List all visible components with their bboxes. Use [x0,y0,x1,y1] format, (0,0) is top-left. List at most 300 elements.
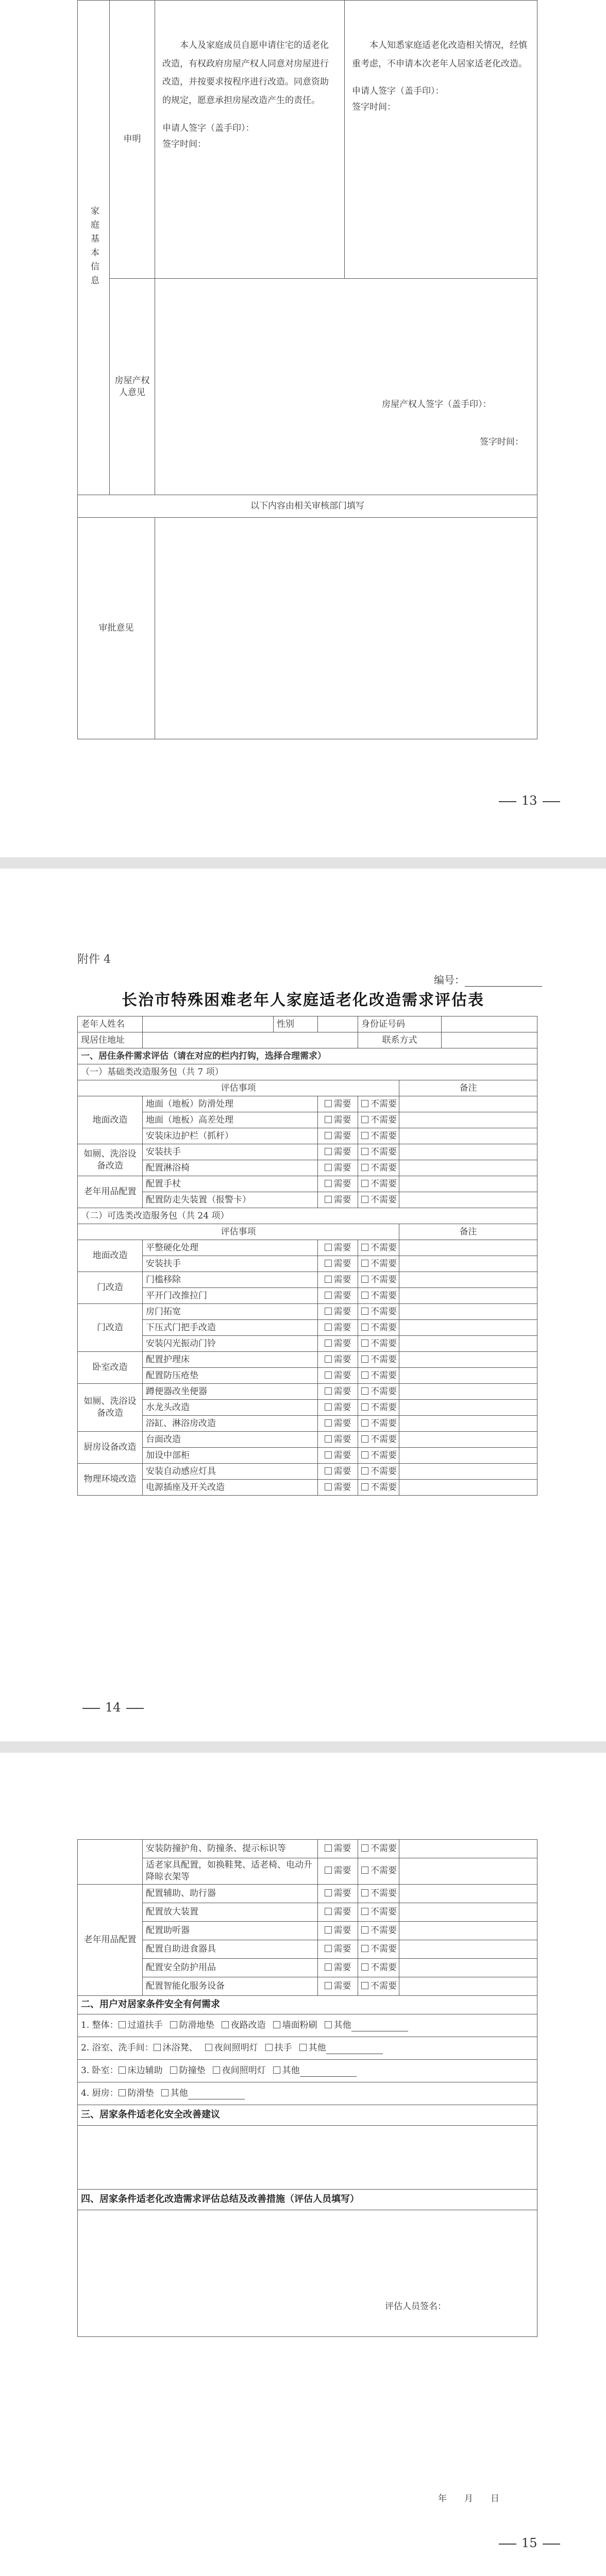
note-cell[interactable] [399,1940,537,1958]
question-kitchen: 4. 厨房： 防滑垫 其他 [78,2082,537,2105]
item-cell: 适老家具配置，如换鞋凳、适老椅、电动升降晾衣架等 [143,1858,318,1885]
table-row [78,1272,537,1288]
note-cell[interactable] [399,1176,537,1192]
need-checkbox[interactable]: 需要 [318,1958,358,1977]
need-checkbox[interactable]: 需要 [318,1096,358,1112]
need-checkbox[interactable]: 需要 [318,1240,358,1256]
checkbox-icon[interactable] [119,2021,126,2028]
category-cell [78,1840,143,1885]
no-need-checkbox[interactable]: 不需要 [358,1176,399,1192]
checkbox-icon[interactable] [325,1419,332,1427]
checkbox-icon[interactable] [325,1451,332,1459]
checkbox-icon[interactable] [325,1963,332,1971]
item-cell: 配置智能化服务设备 [143,1977,318,1995]
checkbox-icon[interactable] [361,1324,368,1331]
item-cell: 电源插座及开关改造 [143,1480,318,1496]
col-note-header: 备注 [399,1080,537,1096]
checkbox-icon[interactable] [325,1196,332,1203]
checkbox-icon[interactable] [205,2044,212,2051]
need-checkbox[interactable]: 需要 [318,1176,358,1192]
need-checkbox[interactable]: 需要 [318,1256,358,1272]
no-need-checkbox[interactable]: 不需要 [358,1884,399,1903]
owner-opinion-cell: 房屋产权人签字（盖手印）： 签字时间： [155,279,537,495]
checkbox-icon[interactable] [361,1308,368,1315]
no-need-checkbox[interactable]: 不需要 [358,1448,399,1464]
note-cell[interactable] [399,1921,537,1940]
item-cell: 配置防走失装置（报警卡） [143,1192,318,1208]
checkbox-icon[interactable] [273,2021,280,2028]
no-need-checkbox[interactable]: 不需要 [358,1958,399,1977]
section3-heading: 三、居家条件适老化安全改善建议 [78,2105,537,2125]
need-checkbox[interactable]: 需要 [318,1416,358,1432]
need-checkbox[interactable]: 需要 [318,1840,358,1858]
category-cell: 厨房设备改造 [78,1432,143,1464]
table-row [78,1884,537,1903]
need-checkbox[interactable]: 需要 [318,1144,358,1160]
checkbox-icon[interactable] [325,1483,332,1490]
table-row [78,1958,537,1977]
checkbox-icon[interactable] [325,1308,332,1315]
table-row [78,1240,537,1256]
no-need-checkbox[interactable]: 不需要 [358,1400,399,1416]
need-checkbox[interactable]: 需要 [318,1858,358,1885]
contact-field[interactable] [442,1032,537,1048]
no-need-checkbox[interactable]: 不需要 [358,1432,399,1448]
checkbox-icon[interactable] [361,1945,368,1952]
checkbox-icon[interactable] [325,1387,332,1395]
page-number-15: 15 [494,2536,565,2550]
basic-pack-heading: （一）基础类改造服务包（共 7 项） [78,1064,537,1080]
need-checkbox[interactable]: 需要 [318,1304,358,1320]
section2-heading: 二、用户对居家条件安全有何需求 [78,1995,537,2014]
need-checkbox[interactable]: 需要 [318,1192,358,1208]
checkbox-icon[interactable] [361,1132,368,1139]
need-checkbox[interactable]: 需要 [318,1128,358,1144]
review-note: 以下内容由相关审核部门填写 [78,495,537,518]
checkbox-icon[interactable] [325,1132,332,1139]
no-need-checkbox[interactable]: 不需要 [358,1272,399,1288]
no-need-checkbox[interactable]: 不需要 [358,1112,399,1128]
checkbox-icon[interactable] [361,1844,368,1852]
checkbox-icon[interactable] [325,1164,332,1171]
other-option[interactable]: 其他 [273,2065,357,2076]
checkbox-icon[interactable] [361,1926,368,1934]
no-need-checkbox[interactable]: 不需要 [358,1464,399,1480]
checkbox-icon[interactable] [361,1116,368,1123]
note-cell[interactable] [399,1903,537,1921]
table-row [78,1921,537,1940]
item-cell: 配置手杖 [143,1176,318,1192]
gender-field[interactable] [318,1016,358,1032]
page-number-13: 13 [494,793,565,808]
note-cell[interactable] [399,1128,537,1144]
review-opinion-cell [155,518,537,739]
need-checkbox[interactable]: 需要 [318,1884,358,1903]
note-cell[interactable] [399,1432,537,1448]
applicant-declaration-table [77,0,537,739]
other-input[interactable] [188,2092,245,2099]
checkbox-icon[interactable] [325,1926,332,1934]
item-cell: 安装闪光振动门铃 [143,1336,318,1352]
col-item-header-2: 评估事项 [78,1224,399,1240]
note-cell[interactable] [399,1112,537,1128]
checkbox-icon[interactable] [325,1260,332,1267]
checkbox-icon[interactable] [361,1180,368,1187]
table-row [78,1160,537,1176]
checkbox-icon[interactable] [361,1371,368,1379]
evaluation-date: 年 月 日 [438,2494,499,2504]
checkbox-icon[interactable] [325,1982,332,1989]
item-cell: 地面（地板）高差处理 [143,1112,318,1128]
col-note-header-2: 备注 [399,1224,537,1240]
table-row [78,1368,537,1384]
item-cell: 平整硬化处理 [143,1240,318,1256]
no-need-checkbox[interactable]: 不需要 [358,1840,399,1858]
note-cell[interactable] [399,1858,537,1885]
item-cell: 安装扶手 [143,1144,318,1160]
option-checkbox[interactable]: 夜间照明灯 [205,2043,258,2053]
item-cell: 水龙头改造 [143,1400,318,1416]
checkbox-icon[interactable] [325,1116,332,1123]
table-row [78,1144,537,1160]
category-cell: 地面改造 [78,1096,143,1144]
item-cell: 加设中部柜 [143,1448,318,1464]
other-option[interactable]: 其他 [325,2020,408,2030]
owner-opinion-label: 房屋产权人意见 [110,279,155,495]
note-cell[interactable] [399,1320,537,1336]
no-need-checkbox[interactable]: 不需要 [358,1858,399,1885]
note-cell[interactable] [399,1416,537,1432]
note-cell[interactable] [399,1288,537,1304]
checkbox-icon[interactable] [361,1419,368,1427]
attachment-label-4: 附件 4 [77,953,111,966]
need-checkbox[interactable]: 需要 [318,1112,358,1128]
no-need-checkbox[interactable]: 不需要 [358,1368,399,1384]
need-checkbox[interactable]: 需要 [318,1384,358,1400]
elder-name-label: 老年人姓名 [78,1016,143,1032]
note-cell[interactable] [399,1384,537,1400]
note-cell[interactable] [399,1192,537,1208]
need-checkbox[interactable]: 需要 [318,1352,358,1368]
table-row [78,1288,537,1304]
no-need-checkbox[interactable]: 不需要 [358,1128,399,1144]
option-checkbox[interactable]: 夜路改造 [222,2020,266,2030]
checkbox-icon[interactable] [299,2044,307,2051]
note-cell[interactable] [399,1480,537,1496]
note-cell[interactable] [399,1958,537,1977]
checkbox-icon[interactable] [325,1276,332,1283]
checkbox-icon[interactable] [325,1355,332,1363]
checkbox-icon[interactable] [361,1340,368,1347]
question-bedroom: 3. 卧室： 床边辅助 防撞垫 夜间照明灯 其他 [78,2059,537,2082]
suggestion-area[interactable] [78,2125,537,2189]
checkbox-icon[interactable] [325,1324,332,1331]
no-need-checkbox[interactable]: 不需要 [358,1320,399,1336]
note-cell[interactable] [399,1304,537,1320]
note-cell[interactable] [399,1144,537,1160]
checkbox-icon[interactable] [325,1180,332,1187]
checkbox-icon[interactable] [119,2089,126,2096]
category-cell: 地面改造 [78,1240,143,1272]
checkbox-icon[interactable] [361,1982,368,1989]
checkbox-icon[interactable] [361,1292,368,1299]
item-cell: 地面（地板）防滑处理 [143,1096,318,1112]
table-row [78,1176,537,1192]
checkbox-icon[interactable] [325,1467,332,1475]
note-cell[interactable] [399,1464,537,1480]
section1-heading: 一、居住条件需求评估（请在对应的栏内打钩，选择合理需求） [78,1048,537,1064]
note-cell[interactable] [399,1448,537,1464]
no-need-checkbox[interactable]: 不需要 [358,1288,399,1304]
checkbox-icon[interactable] [325,1340,332,1347]
no-need-checkbox[interactable]: 不需要 [358,1940,399,1958]
item-cell: 配置护理床 [143,1352,318,1368]
page-separator [0,1741,606,1753]
need-checkbox[interactable]: 需要 [318,1940,358,1958]
item-cell: 安装防撞护角、防撞条、提示标识等 [143,1840,318,1858]
checkbox-icon[interactable] [361,1483,368,1490]
checkbox-icon[interactable] [325,1867,332,1874]
category-cell: 门改造 [78,1304,143,1352]
note-cell[interactable] [399,1272,537,1288]
gender-label: 性别 [274,1016,318,1032]
need-checkbox[interactable]: 需要 [318,1480,358,1496]
no-need-checkbox[interactable]: 不需要 [358,1336,399,1352]
table-row [78,1384,537,1400]
checkbox-icon[interactable] [325,1148,332,1155]
item-cell: 配置防压疮垫 [143,1368,318,1384]
checkbox-icon[interactable] [119,2066,126,2074]
need-checkbox[interactable]: 需要 [318,1320,358,1336]
option-checkbox[interactable]: 防滑垫 [119,2088,154,2098]
note-cell[interactable] [399,1352,537,1368]
no-need-checkbox[interactable]: 不需要 [358,1977,399,1995]
note-cell[interactable] [399,1160,537,1176]
elder-name-field[interactable] [143,1016,274,1032]
no-need-checkbox[interactable]: 不需要 [358,1192,399,1208]
option-checkbox[interactable]: 防滑地垫 [170,2020,214,2030]
no-need-checkbox[interactable]: 不需要 [358,1352,399,1368]
other-input[interactable] [326,2046,383,2054]
need-checkbox[interactable]: 需要 [318,1977,358,1995]
checkbox-icon[interactable] [361,1100,368,1107]
need-checkbox[interactable]: 需要 [318,1368,358,1384]
assessment-table-continued [77,1839,537,2337]
checkbox-icon[interactable] [361,1451,368,1459]
checkbox-icon[interactable] [161,2089,169,2096]
other-input[interactable] [300,2069,357,2077]
checkbox-icon[interactable] [325,1100,332,1107]
checkbox-icon[interactable] [361,1387,368,1395]
note-cell[interactable] [399,1096,537,1112]
need-checkbox[interactable]: 需要 [318,1160,358,1176]
assessment-table [77,1016,537,1496]
checkbox-icon[interactable] [361,1435,368,1443]
item-cell: 台面改造 [143,1432,318,1448]
need-checkbox[interactable]: 需要 [318,1464,358,1480]
checkbox-icon[interactable] [213,2066,220,2074]
table-row [78,1352,537,1368]
checkbox-icon[interactable] [222,2021,229,2028]
id-label: 身份证号码 [358,1016,442,1032]
category-cell: 卧室改造 [78,1352,143,1384]
need-checkbox[interactable]: 需要 [318,1272,358,1288]
checkbox-icon[interactable] [361,1867,368,1874]
table-row [78,1858,537,1885]
item-cell: 平开门改推拉门 [143,1288,318,1304]
need-checkbox[interactable]: 需要 [318,1448,358,1464]
note-cell[interactable] [399,1977,537,1995]
no-need-checkbox[interactable]: 不需要 [358,1160,399,1176]
family-info-label: 家庭基本信息 [78,1,110,495]
option-checkbox[interactable]: 过道扶手 [119,2020,163,2030]
option-checkbox[interactable]: 床边辅助 [119,2065,163,2076]
table-row [78,1903,537,1921]
item-cell: 门槛移除 [143,1272,318,1288]
checkbox-icon[interactable] [325,2021,332,2028]
note-cell[interactable] [399,1884,537,1903]
other-option[interactable]: 其他 [299,2043,383,2053]
checkbox-icon[interactable] [361,1889,368,1896]
category-cell: 老年用品配置 [78,1884,143,1995]
item-cell: 配置自助进食器具 [143,1940,318,1958]
checkbox-icon[interactable] [154,2044,161,2051]
item-cell: 安装扶手 [143,1256,318,1272]
checkbox-icon[interactable] [325,1292,332,1299]
checkbox-icon[interactable] [265,2044,273,2051]
checkbox-icon[interactable] [325,1889,332,1896]
no-need-checkbox[interactable]: 不需要 [358,1096,399,1112]
table-row [78,1480,537,1496]
page-separator [0,857,606,869]
checkbox-icon[interactable] [361,1244,368,1251]
page-title-4: 长治市特殊困难老年人家庭适老化改造需求评估表 [122,991,484,1009]
checkbox-icon[interactable] [361,1355,368,1363]
need-checkbox[interactable]: 需要 [318,1903,358,1921]
checkbox-icon[interactable] [325,1403,332,1411]
checkbox-icon[interactable] [273,2066,280,2074]
review-opinion-label: 审批意见 [78,518,155,739]
checkbox-icon[interactable] [325,1244,332,1251]
checkbox-icon[interactable] [361,1403,368,1411]
no-need-checkbox[interactable]: 不需要 [358,1921,399,1940]
need-checkbox[interactable]: 需要 [318,1400,358,1416]
checkbox-icon[interactable] [361,1467,368,1475]
need-checkbox[interactable]: 需要 [318,1921,358,1940]
table-row [78,1940,537,1958]
checkbox-icon[interactable] [361,1276,368,1283]
item-cell: 配置淋浴椅 [143,1160,318,1176]
form-number-field[interactable] [465,977,542,987]
no-need-checkbox[interactable]: 不需要 [358,1480,399,1496]
other-input[interactable] [351,2024,408,2031]
checkbox-icon[interactable] [361,1164,368,1171]
note-cell[interactable] [399,1368,537,1384]
note-cell[interactable] [399,1840,537,1858]
table-row [78,1464,537,1480]
table-row [78,1192,537,1208]
table-row [78,1336,537,1352]
other-option[interactable]: 其他 [161,2088,245,2098]
option-checkbox[interactable]: 墙面粉刷 [273,2020,317,2030]
note-cell[interactable] [399,1400,537,1416]
checkbox-icon[interactable] [361,1148,368,1155]
checkbox-icon[interactable] [361,1196,368,1203]
table-row [78,1448,537,1464]
checkbox-icon[interactable] [325,1945,332,1952]
checkbox-icon[interactable] [361,1963,368,1971]
address-label: 现居住地址 [78,1032,143,1048]
item-cell: 配置助听器 [143,1921,318,1940]
table-row [78,1320,537,1336]
category-cell: 如厕、洗浴设备改造 [78,1384,143,1432]
table-row [78,1416,537,1432]
no-need-checkbox[interactable]: 不需要 [358,1240,399,1256]
checkbox-icon[interactable] [325,1844,332,1852]
item-cell: 下压式门把手改造 [143,1320,318,1336]
optional-pack-heading: （二）可选类改造服务包（共 24 项） [78,1208,537,1224]
item-cell: 配置辅助、助行器 [143,1884,318,1903]
declaration-apply: 本人及家庭成员自愿申请住宅的适老化改造，有权政府房屋产权人同意对房屋进行改造，并按要求按程序进行改造。同意资助的规定，愿意承担房屋改造产生的责任。 申请人签字（盖手印）： 签字时间： [155,1,345,279]
need-checkbox[interactable]: 需要 [318,1336,358,1352]
no-need-checkbox[interactable]: 不需要 [358,1144,399,1160]
checkbox-icon[interactable] [325,1371,332,1379]
table-row [78,1096,537,1112]
checkbox-icon[interactable] [325,1435,332,1443]
note-cell[interactable] [399,1240,537,1256]
address-field[interactable] [143,1032,358,1048]
need-checkbox[interactable]: 需要 [318,1288,358,1304]
note-cell[interactable] [399,1336,537,1352]
question-overall: 1. 整体： 过道扶手 防滑地垫 夜路改造 墙面粉刷 其他 [78,2014,537,2037]
category-cell: 门改造 [78,1272,143,1304]
item-cell: 蹲便器改坐便器 [143,1384,318,1400]
option-checkbox[interactable]: 夜间照明灯 [213,2065,266,2076]
checkbox-icon[interactable] [170,2066,177,2074]
category-cell: 物理环境改造 [78,1464,143,1496]
question-bathroom: 2. 浴室、洗手间： 沐浴凳、 夜间照明灯 扶手 其他 [78,2037,537,2059]
item-cell: 房门拓宽 [143,1304,318,1320]
table-row [78,1977,537,1995]
contact-label: 联系方式 [358,1032,442,1048]
option-checkbox[interactable]: 防撞垫 [170,2065,206,2076]
summary-area[interactable]: 评估人员签名： [78,2210,537,2336]
note-cell[interactable] [399,1256,537,1272]
no-need-checkbox[interactable]: 不需要 [358,1903,399,1921]
item-cell: 配置安全防护用品 [143,1958,318,1977]
table-row [78,1304,537,1320]
no-need-checkbox[interactable]: 不需要 [358,1256,399,1272]
checkbox-icon[interactable] [361,1908,368,1915]
checkbox-icon[interactable] [361,1260,368,1267]
table-row [78,1840,537,1858]
table-row [78,1256,537,1272]
no-need-checkbox[interactable]: 不需要 [358,1384,399,1400]
table-row [78,1112,537,1128]
section4-heading: 四、居家条件适老化改造需求评估总结及改善措施（评估人员填写） [78,2189,537,2210]
no-need-checkbox[interactable]: 不需要 [358,1304,399,1320]
need-checkbox[interactable]: 需要 [318,1432,358,1448]
option-checkbox[interactable]: 扶手 [265,2043,292,2053]
id-field[interactable] [442,1016,537,1032]
no-need-checkbox[interactable]: 不需要 [358,1416,399,1432]
option-checkbox[interactable]: 沐浴凳、 [154,2043,198,2053]
col-item-header: 评估事项 [78,1080,399,1096]
category-cell: 老年用品配置 [78,1176,143,1208]
checkbox-icon[interactable] [170,2021,177,2028]
checkbox-icon[interactable] [325,1908,332,1915]
declaration-label: 申明 [110,1,155,279]
